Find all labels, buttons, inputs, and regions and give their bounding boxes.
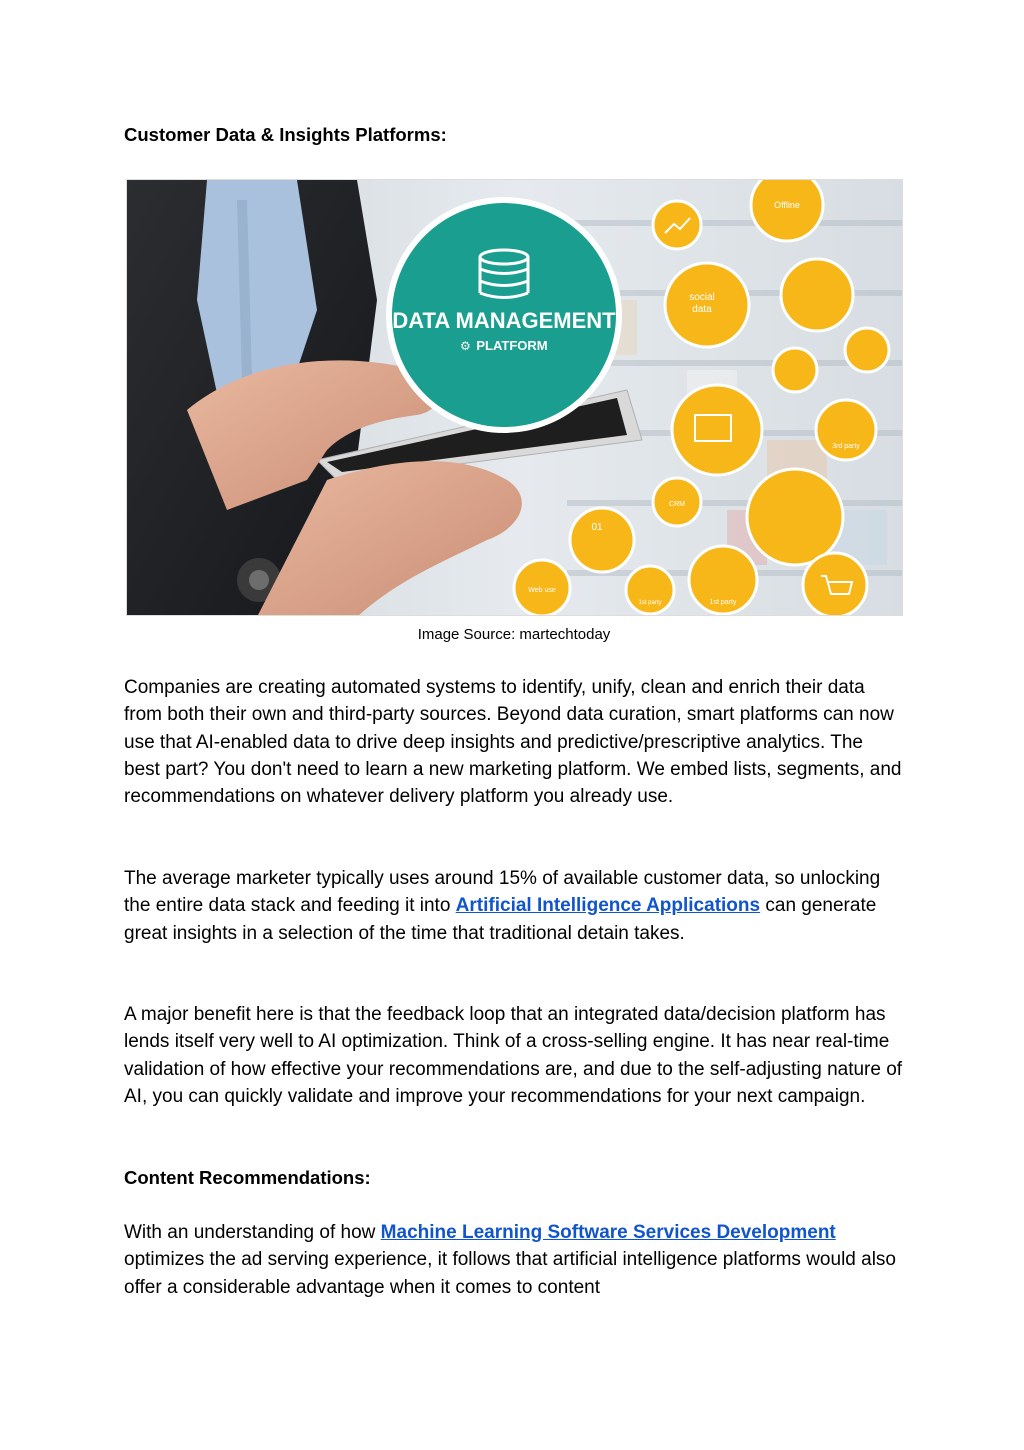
badge-title: DATA MANAGEMENT bbox=[392, 308, 616, 333]
machine-learning-link[interactable]: Machine Learning Software Services Development bbox=[380, 1222, 836, 1243]
paragraph-2-text-b: can generate great insights in a selection of the time that traditional detain takes. bbox=[124, 895, 877, 944]
cart-icon bbox=[803, 553, 867, 616]
svg-text:1st party: 1st party bbox=[638, 600, 662, 606]
search-icon bbox=[570, 508, 634, 572]
paragraph-3: A major benefit here is that the feedback loop that an integrated data/decision platform has lends itself very well to AI optimization. Think of a cross-selling engine. It has near real-time validation of how effective your recommendations are, and due to the self-adjusting nature of AI, you can quickly validate and improve your recommendations for your next campaign. bbox=[124, 1004, 903, 1107]
small-icon bbox=[845, 328, 889, 372]
heading-content-recs: Content Recommendations: bbox=[124, 1167, 371, 1188]
third-party-icon bbox=[816, 400, 876, 460]
gear-icon: ⚙ bbox=[460, 339, 471, 353]
svg-text:Web use: Web use bbox=[528, 587, 556, 594]
paragraph-4-text-b: optimizes the ad serving experience, it follows that artificial intelligence platforms would also offer a considerable advantage when it comes to content bbox=[124, 1249, 896, 1298]
data-management-image bbox=[126, 179, 903, 616]
paragraph-2-text-a: The average marketer typically uses around 15% of available customer data, so unlocking the entire data stack and feeding it into bbox=[124, 868, 881, 917]
artificial-intelligence-link[interactable]: Artificial Intelligence Applications bbox=[455, 895, 761, 917]
badge-subtitle-text: PLATFORM bbox=[476, 338, 548, 353]
svg-text:data: data bbox=[692, 304, 712, 315]
org-chart-icon bbox=[781, 259, 853, 331]
mail-database-icon bbox=[672, 385, 762, 475]
support-agent-icon bbox=[747, 469, 843, 565]
paragraph-1: Companies are creating automated systems to identify, unify, clean and enrich their data from both their own and third-party sources. Beyond data curation, smart platforms can now use that AI-enabled data to drive deep insights and predictive/prescriptive analytics. The best part? You don't need to learn a new marketing platform. We embed lists, segments, and recommendations on whatever delivery platform you already use. bbox=[124, 677, 902, 808]
network-icon bbox=[773, 348, 817, 392]
svg-text:CRM: CRM bbox=[669, 501, 685, 508]
image-caption: Image Source: martechtoday bbox=[417, 626, 611, 643]
first-party-small-icon bbox=[626, 566, 674, 614]
svg-text:1st party: 1st party bbox=[709, 599, 737, 606]
svg-text:3rd party: 3rd party bbox=[832, 443, 860, 450]
paragraph-4-text-a: With an understanding of how bbox=[124, 1222, 381, 1243]
paragraph-2 bbox=[124, 865, 904, 947]
offline-icon bbox=[751, 180, 823, 241]
chart-icon bbox=[653, 201, 701, 249]
svg-text:social: social bbox=[689, 292, 715, 303]
svg-text:01: 01 bbox=[591, 522, 603, 533]
heading-customer-data: Customer Data & Insights Platforms: bbox=[124, 124, 447, 145]
svg-text:Offline: Offline bbox=[774, 200, 800, 210]
paragraph-4 bbox=[124, 1219, 904, 1301]
